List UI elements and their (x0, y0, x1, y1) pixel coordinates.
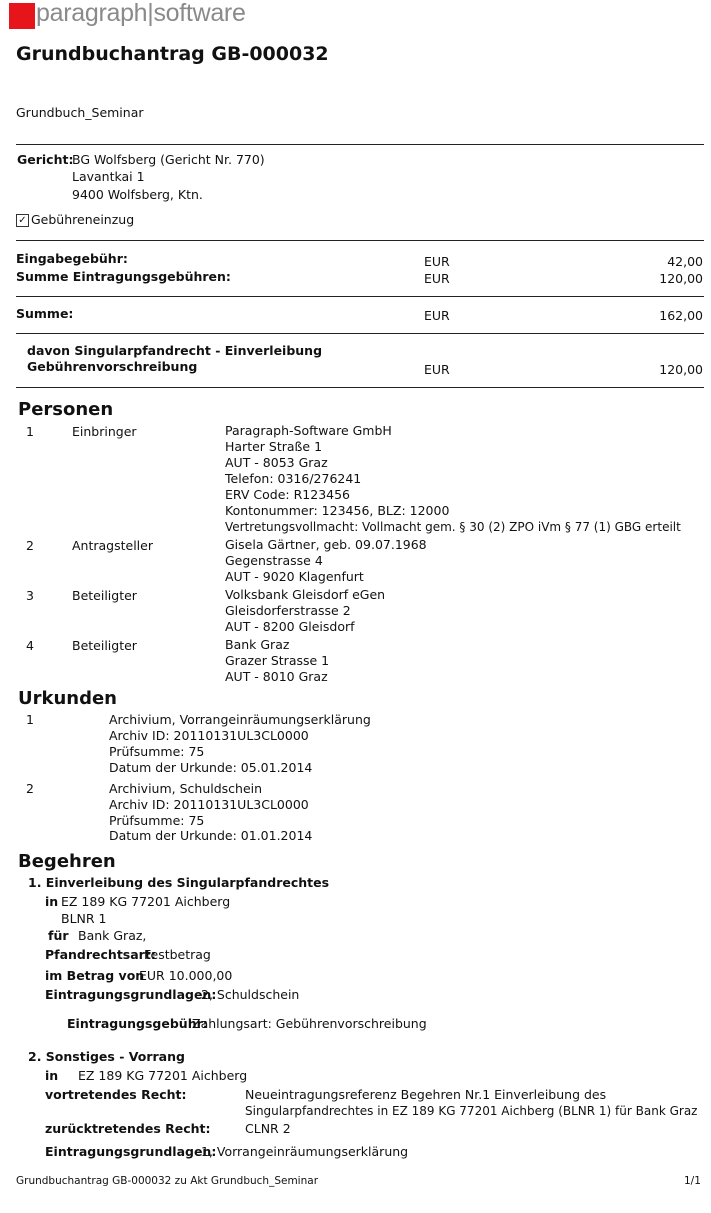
gebuehreneinzug-label: Gebühreneinzug (31, 212, 135, 227)
footer-text: Grundbuchantrag GB-000032 zu Akt Grundbuch_Seminar (16, 1175, 319, 1187)
person-nr: 3 (26, 588, 34, 603)
sum-currency: EUR (424, 308, 450, 323)
person-line: AUT - 8010 Graz (225, 669, 328, 684)
person-nr: 4 (26, 638, 34, 653)
urkunde-line: Archiv ID: 20110131UL3CL0000 (109, 728, 309, 743)
person-nr: 2 (26, 538, 34, 553)
person-line: Volksbank Gleisdorf eGen (225, 587, 386, 602)
person-line: ERV Code: R123456 (225, 487, 351, 502)
person-line: Gegenstrasse 4 (225, 553, 323, 568)
urkunde-nr: 1 (26, 712, 34, 727)
begehren-betrag-value: EUR 10.000,00 (139, 968, 233, 983)
davon-sublabel: Gebührenvorschreibung (27, 359, 198, 374)
divider (16, 387, 704, 388)
person-role: Einbringer (72, 424, 137, 439)
begehren-in-value: EZ 189 KG 77201 Aichberg (61, 894, 231, 909)
fee-currency: EUR (424, 254, 450, 269)
urkunde-line: Prüfsumme: 75 (109, 813, 205, 828)
person-line: AUT - 8053 Graz (225, 455, 328, 470)
begehren-art-value: Festbetrag (144, 947, 211, 962)
fee-label: Eingabegebühr: (16, 251, 128, 266)
person-nr: 1 (26, 424, 34, 439)
begehren-gebuehr-label: Eintragungsgebühr: (67, 1016, 208, 1031)
begehren-title: 2. Sonstiges - Vorrang (28, 1049, 185, 1064)
fee-amount: 120,00 (659, 271, 703, 286)
begehren-grund-label: Eintragungsgrundlagen: (45, 1144, 217, 1159)
person-line: Bank Graz (225, 637, 290, 652)
person-role: Beteiligter (72, 638, 137, 653)
person-line: Vertretungsvollmacht: Vollmacht gem. § 30 (2) ZPO iVm § 77 (1) GBG erteilt (225, 520, 681, 534)
urkunde-nr: 2 (26, 781, 34, 796)
section-heading-urkunden: Urkunden (18, 688, 117, 709)
divider (16, 296, 704, 297)
person-line: AUT - 9020 Klagenfurt (225, 569, 364, 584)
davon-currency: EUR (424, 362, 450, 377)
page-title: Grundbuchantrag GB-000032 (16, 43, 329, 65)
gericht-line: BG Wolfsberg (Gericht Nr. 770) (72, 152, 265, 167)
urkunde-line: Archiv ID: 20110131UL3CL0000 (109, 797, 309, 812)
begehren-grund-label: Eintragungsgrundlagen: (45, 987, 217, 1002)
begehren-grund-value: 1, Vorrangeinräumungserklärung (201, 1144, 409, 1159)
section-heading-personen: Personen (18, 399, 114, 420)
person-line: AUT - 8200 Gleisdorf (225, 619, 355, 634)
divider (16, 333, 704, 334)
gebuehreneinzug-checkbox[interactable]: ✓ (16, 214, 29, 227)
begehren-in-label: in (45, 1068, 59, 1083)
logo-mark (9, 3, 35, 29)
begehren-vor-line: Singularpfandrechtes in EZ 189 KG 77201 Aichberg (BLNR 1) für Bank Graz (245, 1104, 698, 1118)
urkunde-line: Archivium, Schuldschein (109, 781, 263, 796)
gericht-line: Lavantkai 1 (72, 169, 145, 184)
sum-amount: 162,00 (659, 308, 703, 323)
divider (16, 240, 704, 241)
person-role: Beteiligter (72, 588, 137, 603)
begehren-vor-label: vortretendes Recht: (45, 1087, 187, 1102)
davon-amount: 120,00 (659, 362, 703, 377)
begehren-vor-line: Neueintragungsreferenz Begehren Nr.1 Einverleibung des (245, 1087, 607, 1102)
person-line: Kontonummer: 123456, BLZ: 12000 (225, 503, 450, 518)
begehren-grund-value: 2, Schuldschein (201, 987, 300, 1002)
fee-label: Summe Eintragungsgebühren: (16, 269, 231, 284)
sum-label: Summe: (16, 306, 74, 321)
begehren-blnr: BLNR 1 (61, 911, 107, 926)
logo-text: paragraph|software (36, 0, 246, 27)
begehren-art-label: Pfandrechtsart: (45, 947, 156, 962)
gericht-line: 9400 Wolfsberg, Ktn. (72, 187, 203, 202)
person-line: Telefon: 0316/276241 (225, 471, 362, 486)
person-line: Gleisdorferstrasse 2 (225, 603, 351, 618)
davon-label: davon Singularpfandrecht - Einverleibung (27, 343, 323, 358)
page-number: 1/1 (684, 1175, 701, 1187)
section-heading-begehren: Begehren (18, 851, 116, 872)
begehren-title: 1. Einverleibung des Singularpfandrechtes (28, 875, 330, 890)
begehren-zur-label: zurücktretendes Recht: (45, 1121, 211, 1136)
fee-amount: 42,00 (667, 254, 703, 269)
gericht-label: Gericht: (17, 152, 74, 167)
divider (16, 144, 704, 145)
begehren-fuer-label: für (48, 928, 69, 943)
urkunde-line: Prüfsumme: 75 (109, 744, 205, 759)
begehren-fuer-value: Bank Graz, (78, 928, 147, 943)
begehren-betrag-label: im Betrag von (45, 968, 145, 983)
begehren-gebuehr-value: Zahlungsart: Gebührenvorschreibung (192, 1016, 427, 1031)
begehren-in-value: EZ 189 KG 77201 Aichberg (78, 1068, 248, 1083)
person-role: Antragsteller (72, 538, 153, 553)
urkunde-line: Archivium, Vorrangeinräumungserklärung (109, 712, 371, 727)
akt-name: Grundbuch_Seminar (16, 105, 144, 120)
urkunde-line: Datum der Urkunde: 01.01.2014 (109, 828, 313, 843)
person-line: Harter Straße 1 (225, 439, 323, 454)
person-line: Paragraph-Software GmbH (225, 423, 392, 438)
urkunde-line: Datum der Urkunde: 05.01.2014 (109, 760, 313, 775)
fee-currency: EUR (424, 271, 450, 286)
begehren-zur-value: CLNR 2 (245, 1121, 291, 1136)
person-line: Gisela Gärtner, geb. 09.07.1968 (225, 537, 427, 552)
begehren-in-label: in (45, 894, 59, 909)
person-line: Grazer Strasse 1 (225, 653, 330, 668)
